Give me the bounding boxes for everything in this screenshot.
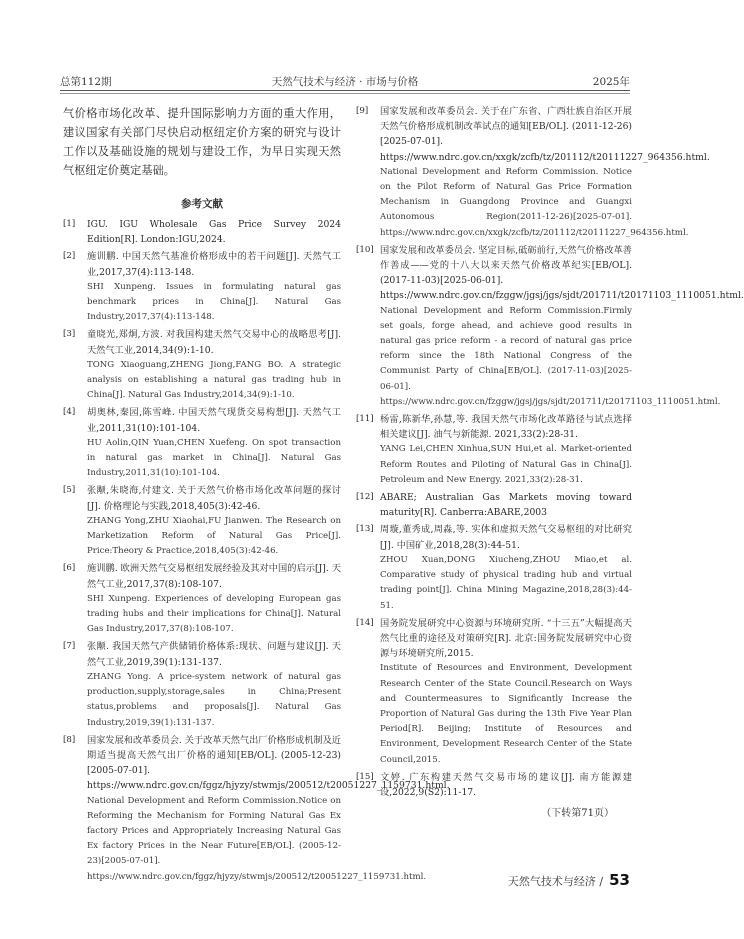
page-footer [508, 871, 630, 889]
reference-text: 施训鹏. 中国天然气基准价格形成中的若干问题[J]. 天然气工业,2017,37(4):113-148. [87, 251, 341, 278]
reference-text: 施训鹏. 欧洲天然气交易枢纽发展经验及其对中国的启示[J]. 天然气工业,2017,37(8):108-107. [87, 563, 341, 590]
reference-number: [2] [63, 251, 76, 262]
reference-item [356, 243, 744, 410]
reference-item [63, 327, 341, 403]
reference-item [63, 483, 341, 559]
reference-item [63, 733, 450, 885]
reference-item [356, 412, 632, 488]
reference-number: [13] [356, 524, 374, 535]
reference-translation: Institute of Resources and Environment, Development Research Center of the State Council.Research on Ways and Countermeasures to Significantly Increase the Proportion of Natural Gas during the 13th Five Year Plan Period[R]. Beijing; Institute of Resources and Environment, Development Research Center of the State Council,2015. [380, 663, 632, 765]
reference-text: 国家发展和改革委员会. 坚定目标,砥砺前行,天然气价格改革善作善成——党的十八大以来天然气价格改革纪实[EB/OL]. (2017-11-03)[2025-06-01]. https://www.ndrc.gov.cn/fzggw/jgsj/jgs/sjdt/201711/t20171103_1110051.html. [380, 244, 744, 302]
reference-text: 胡奥林,秦园,陈雪峰. 中国天然气现货交易构想[J]. 天然气工业,2011,31(10):101-104. [87, 407, 341, 434]
reference-number: [6] [63, 563, 76, 574]
left-column [63, 104, 450, 887]
reference-translation: ZHANG Yong. A price-system network of natural gas production,supply,storage,sales in China;Present status,problems and proposals[J]. Natural Gas Industry,2019,39(1):131-137. [87, 671, 341, 728]
reference-translation: ZHANG Yong,ZHU Xiaohai,FU Jianwen. The Research on Marketization Reform of Natural Gas Price[J]. Price:Theory & Practice,2018,405(3):42-46. [87, 515, 341, 557]
reference-text: 周璇,董秀成,周淼,等. 实体和虚拟天然气交易枢纽的对比研究[J]. 中国矿业,2018,28(3):44-51. [380, 524, 632, 551]
reference-number: [3] [63, 329, 76, 340]
reference-number: [10] [356, 244, 374, 255]
reference-item [356, 490, 632, 520]
references-heading: 参考文献 [181, 198, 223, 210]
journal-section: 天然气技术与经济 · 市场与价格 [271, 76, 419, 88]
reference-item [63, 639, 341, 730]
reference-item [63, 249, 341, 325]
reference-translation: National Development and Reform Commission.Firmly set goals, forge ahead, and achieve good results in natural gas price reform - a record of natural gas price reform since the 18th National Congress of the Communist Party of China[EB/OL]. (2017-11-03)[2025-06-01]. https://www.ndrc.gov.cn/fzggw/jgsj/jgs/sjdt/201711/t20171103_1110051.html. [380, 305, 721, 407]
reference-number: [12] [356, 492, 374, 503]
reference-text: 杨雷,陈新华,孙慧,等. 我国天然气市场化改革路径与试点选择相关建议[J]. 油气与新能源. 2021,33(2):28-31. [380, 414, 632, 441]
reference-text: 文婷. 广东构建天然气交易市场的建议[J]. 南方能源建设,2022,9(S2):11-17. [380, 771, 632, 798]
footer-journal: 天然气技术与经济 / [507, 875, 604, 888]
reference-item [356, 104, 710, 241]
reference-number: [9] [356, 106, 369, 116]
reference-item [356, 616, 632, 768]
reference-translation: YANG Lei,CHEN Xinhua,SUN Hui,et al. Market-oriented Reform Routes and Piloting of Natural Gas in China[J]. Petroleum and New Energy. 2021,33(2):28-31. [380, 444, 632, 485]
year: 2025年 [592, 76, 630, 88]
reference-item [356, 770, 632, 800]
page-number: 53 [609, 871, 630, 889]
reference-translation: National Development and Reform Commission. Notice on the Pilot Reform of Natural Gas Price Formation Mechanism in Guangdong Province and Guangxi Autonomous Region(2011-12-26)[2025-07-01]. https://www.ndrc.gov.cn/xxgk/zcfb/tz/201112/t20111227_964356.html. [380, 166, 689, 238]
reference-item [63, 405, 341, 481]
right-column [356, 104, 744, 820]
reference-number: [5] [63, 485, 76, 496]
reference-number: [11] [356, 414, 374, 425]
reference-text: 国务院发展研究中心资源与环境研究所. “十三五”大幅提高天然气比重的途径及对策研究[R]. 北京:国务院发展研究中心资源与环境研究所,2015. [380, 617, 632, 660]
reference-text: 国家发展和改革委员会. 关于在广东省、广西壮族自治区开展天然气价格形成机制改革试点的通知[EB/OL]. (2011-12-26)[2025-07-01]. https://www.ndrc.gov.cn/xxgk/zcfb/tz/201112/t20111227_964356.html. [380, 106, 710, 163]
issue-number: 总第112期 [60, 76, 112, 88]
reference-translation: SHI Xunpeng. Issues in formulating natural gas benchmark prices in China[J]. Natural Gas Industry,2017,37(4):113-148. [87, 281, 341, 323]
reference-translation: SHI Xunpeng. Experiences of developing European gas trading hubs and their implications for China[J]. Natural Gas Industry,2017,37(8):108-107. [87, 593, 341, 635]
reference-number: [15] [356, 771, 374, 782]
reference-list-right [356, 104, 744, 800]
continued-note: （下转第71页） [541, 808, 614, 820]
reference-number: [7] [63, 641, 76, 652]
header-rule [60, 90, 630, 91]
reference-text: 童晓光,郑炯,方波. 对我国构建天然气交易中心的战略思考[J]. 天然气工业,2014,34(9):1-10. [87, 329, 341, 356]
reference-translation: National Development and Reform Commission.Notice on Reforming the Mechanism for Forming Natural Gas Ex factory Prices and Appropriately Increasing Natural Gas Ex factory Prices in the Near Future[EB/OL]. (2005-12-23)[2005-07-01]. https://www.ndrc.gov.cn/fggz/hjyzy/stwmjs/200512/t20051227_1159731.html. [87, 795, 427, 882]
header-rule-thin [60, 93, 630, 94]
reference-number: [8] [63, 734, 76, 745]
reference-text: 张颙,朱晓海,付建文. 关于天然气价格市场化改革问题的探讨[J]. 价格理论与实践,2018,405(3):42-46. [87, 485, 341, 512]
reference-text: ABARE; Australian Gas Markets moving toward maturity[R]. Canberra:ABARE,2003 [380, 492, 632, 519]
reference-text: 张颙. 我国天然气产供储销价格体系:现状、问题与建议[J]. 天然气工业,2019,39(1):131-137. [87, 641, 341, 668]
running-header [60, 74, 630, 90]
reference-translation: TONG Xiaoguang,ZHENG Jiong,FANG BO. A strategic analysis on establishing a natural gas trading hub in China[J]. Natural Gas Industry,2014,34(9):1-10. [87, 359, 341, 401]
reference-number: [14] [356, 617, 374, 628]
reference-item [356, 522, 632, 613]
reference-item [63, 561, 341, 637]
reference-number: [1] [63, 219, 76, 229]
reference-translation: ZHOU Xuan,DONG Xiucheng,ZHOU Miao,et al. Comparative study of physical trading hub and virtual trading point[J]. China Mining Magazine,2018,28(3):44-51. [380, 554, 632, 611]
reference-list-left [63, 217, 450, 885]
reference-translation: HU Aolin,QIN Yuan,CHEN Xuefeng. On spot transaction in natural gas market in China[J]. Natural Gas Industry,2011,31(10):101-104. [87, 437, 341, 479]
body-paragraph: 气价格市场化改革、提升国际影响力方面的重大作用，建议国家有关部门尽快启动枢纽定价方案的研究与设计工作以及基础设施的规划与建设工作，为早日实现天然气枢纽定价奠定基础。 [63, 107, 341, 177]
reference-number: [4] [63, 407, 76, 418]
reference-item [63, 217, 341, 247]
reference-text: 国家发展和改革委员会. 关于改革天然气出厂价格形成机制及近期适当提高天然气出厂价格的通知[EB/OL]. (2005-12-23)[2005-07-01]. https://www.ndrc.gov.cn/fggz/hjyzy/stwmjs/200512/t20051227_1159731.html. [87, 734, 450, 792]
reference-text: IGU. IGU Wholesale Gas Price Survey 2024 Edition[R]. London:IGU,2024. [87, 219, 341, 246]
